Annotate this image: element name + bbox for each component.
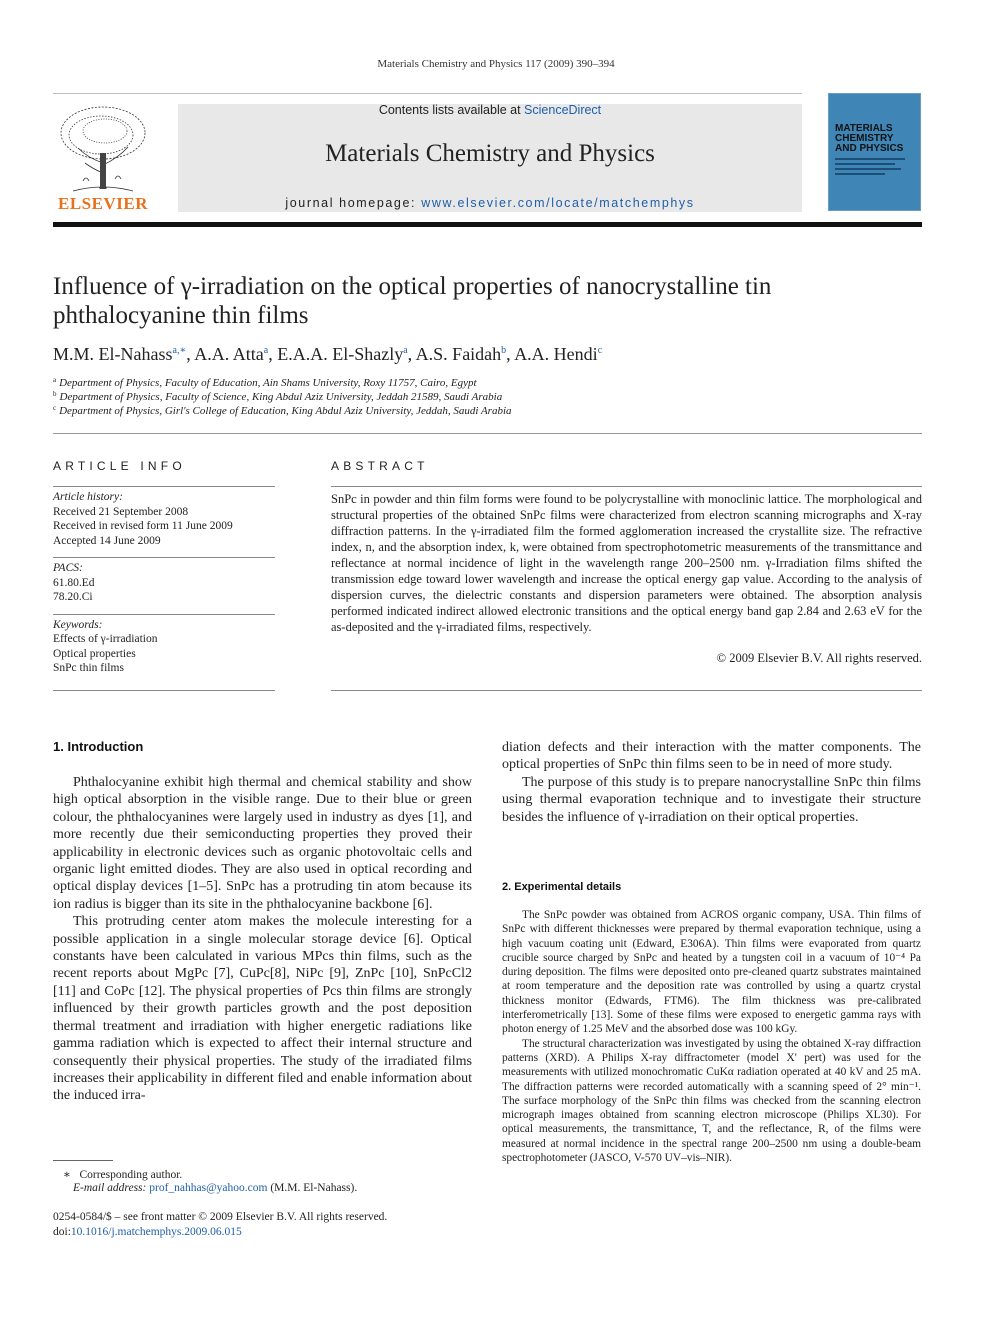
affiliation-mark: a <box>53 376 57 384</box>
paragraph: diation defects and their interaction with the matter components. The optical properties of SnPc thin films seen to be in need of more study. <box>502 740 921 773</box>
history-item: Accepted 14 June 2009 <box>53 534 161 547</box>
experimental-heading: 2. Experimental details <box>502 881 622 893</box>
abstract-rule <box>331 486 922 487</box>
article-info-heading: ARTICLE INFO <box>53 459 186 473</box>
paragraph: This protruding center atom makes the molecule interesting for a possible application in a single molecular storage device [6]. Optical constants have been calculated in various MPcs thin films, such as the recent reports about MgPc [7], CuPc[8], NiPc [9], ZnPc [10], SnPcCl2 [11] and CoPc [12]. The physical properties of Pcs thin films are strongly influenced by their growth particles growth and the post deposition thermal treatment and irradiation with higher energetic radiations like gamma radiation which is expected to affect their internal structure and consequently their physical properties. The study of the irradiated films increases their applicability in different filed and enable information about the induced irra- <box>53 914 472 1104</box>
section-divider <box>53 433 922 434</box>
footnote-rule <box>53 1160 113 1161</box>
footnote-mark: ∗ <box>63 1169 71 1181</box>
paragraph: Phthalocyanine exhibit high thermal and chemical stability and show high optical absorption in the visible range. Due to their blue or green colour, the phthalocyanines were largely used in industry as dyes [1], and more recently due their semiconducting properties they proved their applicability in electronic devices such as organic photovoltaic cells and organic light emitted diodes. They are also used in optical recording and optical display devices [1–5]. SnPc has a protruding tin atom because its ion radius is bigger than its site in the phthalocyanine backbone [6]. <box>53 775 472 912</box>
issn-line: 0254-0584/$ – see front matter © 2009 Elsevier B.V. All rights reserved. <box>53 1211 388 1223</box>
history-item: Received in revised form 11 June 2009 <box>53 520 233 532</box>
journal-cover-thumbnail[interactable] <box>828 93 921 211</box>
author-affiliation-mark[interactable]: c <box>597 345 603 356</box>
contents-prefix: Contents lists available at <box>378 103 525 117</box>
experimental-column <box>502 908 921 1165</box>
email-label: E-mail address: <box>73 1182 147 1194</box>
author-name[interactable]: A.S. Faidah <box>415 344 502 364</box>
history-item: Received 21 September 2008 <box>53 505 189 518</box>
keyword-item: SnPc thin films <box>53 662 124 674</box>
publisher-wordmark: ELSEVIER <box>58 194 148 213</box>
header-top-rule <box>53 93 802 94</box>
paragraph: The SnPc powder was obtained from ACROS organic company, USA. Thin films of SnPc with different thicknesses were prepared by thermal evaporation technique, using a high vacuum coating unit (Edward, E306A). Thin films were evaporated from quartz crucible source charged by SnPc and heated by a tungsten coil in a vacuum of 10⁻⁴ Pa during deposition. The films were deposited onto pre-cleaned quartz substrates maintained at room temperature and the deposition rate was controlled by using a quartz crystal thickness monitor (Edwards, FTM6). The film thickness was pre-calibrated interferometrically [13]. Some of these films were exposed to energetic gamma rays with photon energy of 1.25 MeV and the absorbed dose was 100 kGy. <box>502 909 921 1036</box>
homepage-link[interactable]: www.elsevier.com/locate/matchemphys <box>421 196 695 210</box>
keyword-item: Effects of γ-irradiation <box>53 633 158 645</box>
affiliation <box>53 390 502 403</box>
doi-line <box>53 1226 242 1238</box>
cover-title: MATERIALS CHEMISTRY AND PHYSICS <box>835 123 904 154</box>
affiliation-mark: c <box>53 404 57 412</box>
homepage-prefix: journal homepage: <box>285 196 422 210</box>
affiliation-text: Department of Physics, Faculty of Science, King Abdul Aziz University, Jeddah 21589, Saudi Arabia <box>59 391 503 403</box>
journal-title: Materials Chemistry and Physics <box>325 140 655 167</box>
running-head: Materials Chemistry and Physics 117 (2009) 390–394 <box>377 58 615 70</box>
affiliation <box>53 404 512 417</box>
sciencedirect-link[interactable]: ScienceDirect <box>524 103 602 117</box>
keywords-label: Keywords: <box>53 618 103 631</box>
introduction-right-column <box>502 739 921 826</box>
affiliation-text: Department of Physics, Girl's College of Education, King Abdul Aziz University, Jeddah, Saudi Arabia <box>59 405 512 417</box>
abstract-text: SnPc in powder and thin film forms were found to be polycrystalline with monoclinic lattice. The morphological and structural properties of the obtained SnPc films were characterized from electron scanning micrographs and X-ray diffraction patterns. In the γ-irradiated film the formed agglomeration increased the crystallite size. The refractive index, n, and the absorption index, k, were obtained from spectrophotometric measurements of the transmittance and reflectance at normal incidence of light in the wavelength range 200–2500 nm. γ-Irradiation films shifted the transmission edge toward lower wavelength and increase the optical energy gap value. According to the analysis of dispersion curves, the dielectric constants and dispersion parameters were obtained. The absorption analysis performed indicated indirect allowed electronic transitions and the optical energy band gap 2.84 and 2.63 eV for the as-deposited and the γ-irradiated films, respectively. <box>331 492 922 634</box>
journal-homepage <box>178 196 802 210</box>
doi-link[interactable]: 10.1016/j.matchemphys.2009.06.015 <box>70 1226 242 1238</box>
article-title: Influence of γ-irradiation on the optical properties of nanocrystalline tin phthalocyanine thin films <box>53 273 772 329</box>
contents-line <box>178 103 802 117</box>
affiliation-mark: b <box>53 390 57 398</box>
footnote-label: Corresponding author. <box>79 1169 183 1181</box>
copyright-notice: © 2009 Elsevier B.V. All rights reserved. <box>716 651 922 665</box>
author-name[interactable]: M.M. El-Nahass <box>53 344 173 364</box>
affiliation <box>53 376 477 389</box>
affiliation-text: Department of Physics, Faculty of Education, Ain Shams University, Roxy 11757, Cairo, Egypt <box>59 377 477 389</box>
doi-label: doi: <box>53 1226 71 1238</box>
introduction-heading: 1. Introduction <box>53 739 144 754</box>
info-bottom-rule <box>53 690 275 691</box>
article-info-box <box>53 486 275 676</box>
history-label: Article history: <box>53 491 123 503</box>
author-name[interactable]: E.A.A. El-Shazly <box>277 344 404 364</box>
article-history <box>53 487 275 548</box>
abstract-heading: ABSTRACT <box>331 459 429 473</box>
pacs-item: 78.20.Ci <box>53 591 93 603</box>
corresponding-author-note <box>63 1167 182 1181</box>
abstract-bottom-rule <box>331 690 922 691</box>
author-affiliation-mark[interactable]: a <box>403 345 408 356</box>
keywords-block <box>53 615 275 676</box>
email-owner: (M.M. El-Nahass). <box>270 1182 358 1194</box>
author-affiliation-mark[interactable]: a,∗ <box>172 345 187 356</box>
introduction-left-column <box>53 774 472 1105</box>
author-list: M.M. El-Nahass$^{a,∗}$, A.A. Atta$^a$, E.A.A. El-Shazly$^a$, A.S. Faidah$^b$, A.A. Hendi$^c$ <box>53 344 603 364</box>
pacs-item: 61.80.Ed <box>53 576 95 589</box>
author-affiliation-mark[interactable]: a <box>263 345 269 356</box>
header-thick-rule <box>53 222 922 227</box>
pacs-label: PACS: <box>53 562 83 574</box>
email-link[interactable]: prof_nahhas@yahoo.com <box>149 1182 268 1194</box>
cover-decoration <box>835 158 915 178</box>
author-affiliation-mark[interactable]: b <box>501 345 507 356</box>
email-note <box>73 1182 357 1194</box>
pacs-block <box>53 558 275 605</box>
paragraph: The purpose of this study is to prepare nanocrystalline SnPc thin films using thermal evaporation technique and to investigate their structure besides the influence of γ-irradiation on their optical properties. <box>502 774 921 825</box>
author-name[interactable]: A.A. Hendi <box>514 344 598 364</box>
author-name[interactable]: A.A. Atta <box>194 344 264 364</box>
paragraph: The structural characterization was investigated by using the obtained X-ray diffraction patterns (XRD). A Philips X-ray diffractometer (model X' pert) was used for the measurements with utilized monochromatic CuKα radiation operated at 40 kV and 25 mA. The diffraction patterns were recorded automatically with a scanning speed of 2° min⁻¹. The surface morphology of the SnPc thin films was checked from the scanning electron micrograph images obtained from scanning electron microscope (Philips XL30). For optical measurements, the transmittance, T, and the reflectance, R, of the films were measured at normal incidence in the spectral range 200–2500 nm using a double-beam spectrophotometer (JASCO, V-570 UV–vis–NIR). <box>502 1037 921 1165</box>
keyword-item: Optical properties <box>53 647 136 660</box>
